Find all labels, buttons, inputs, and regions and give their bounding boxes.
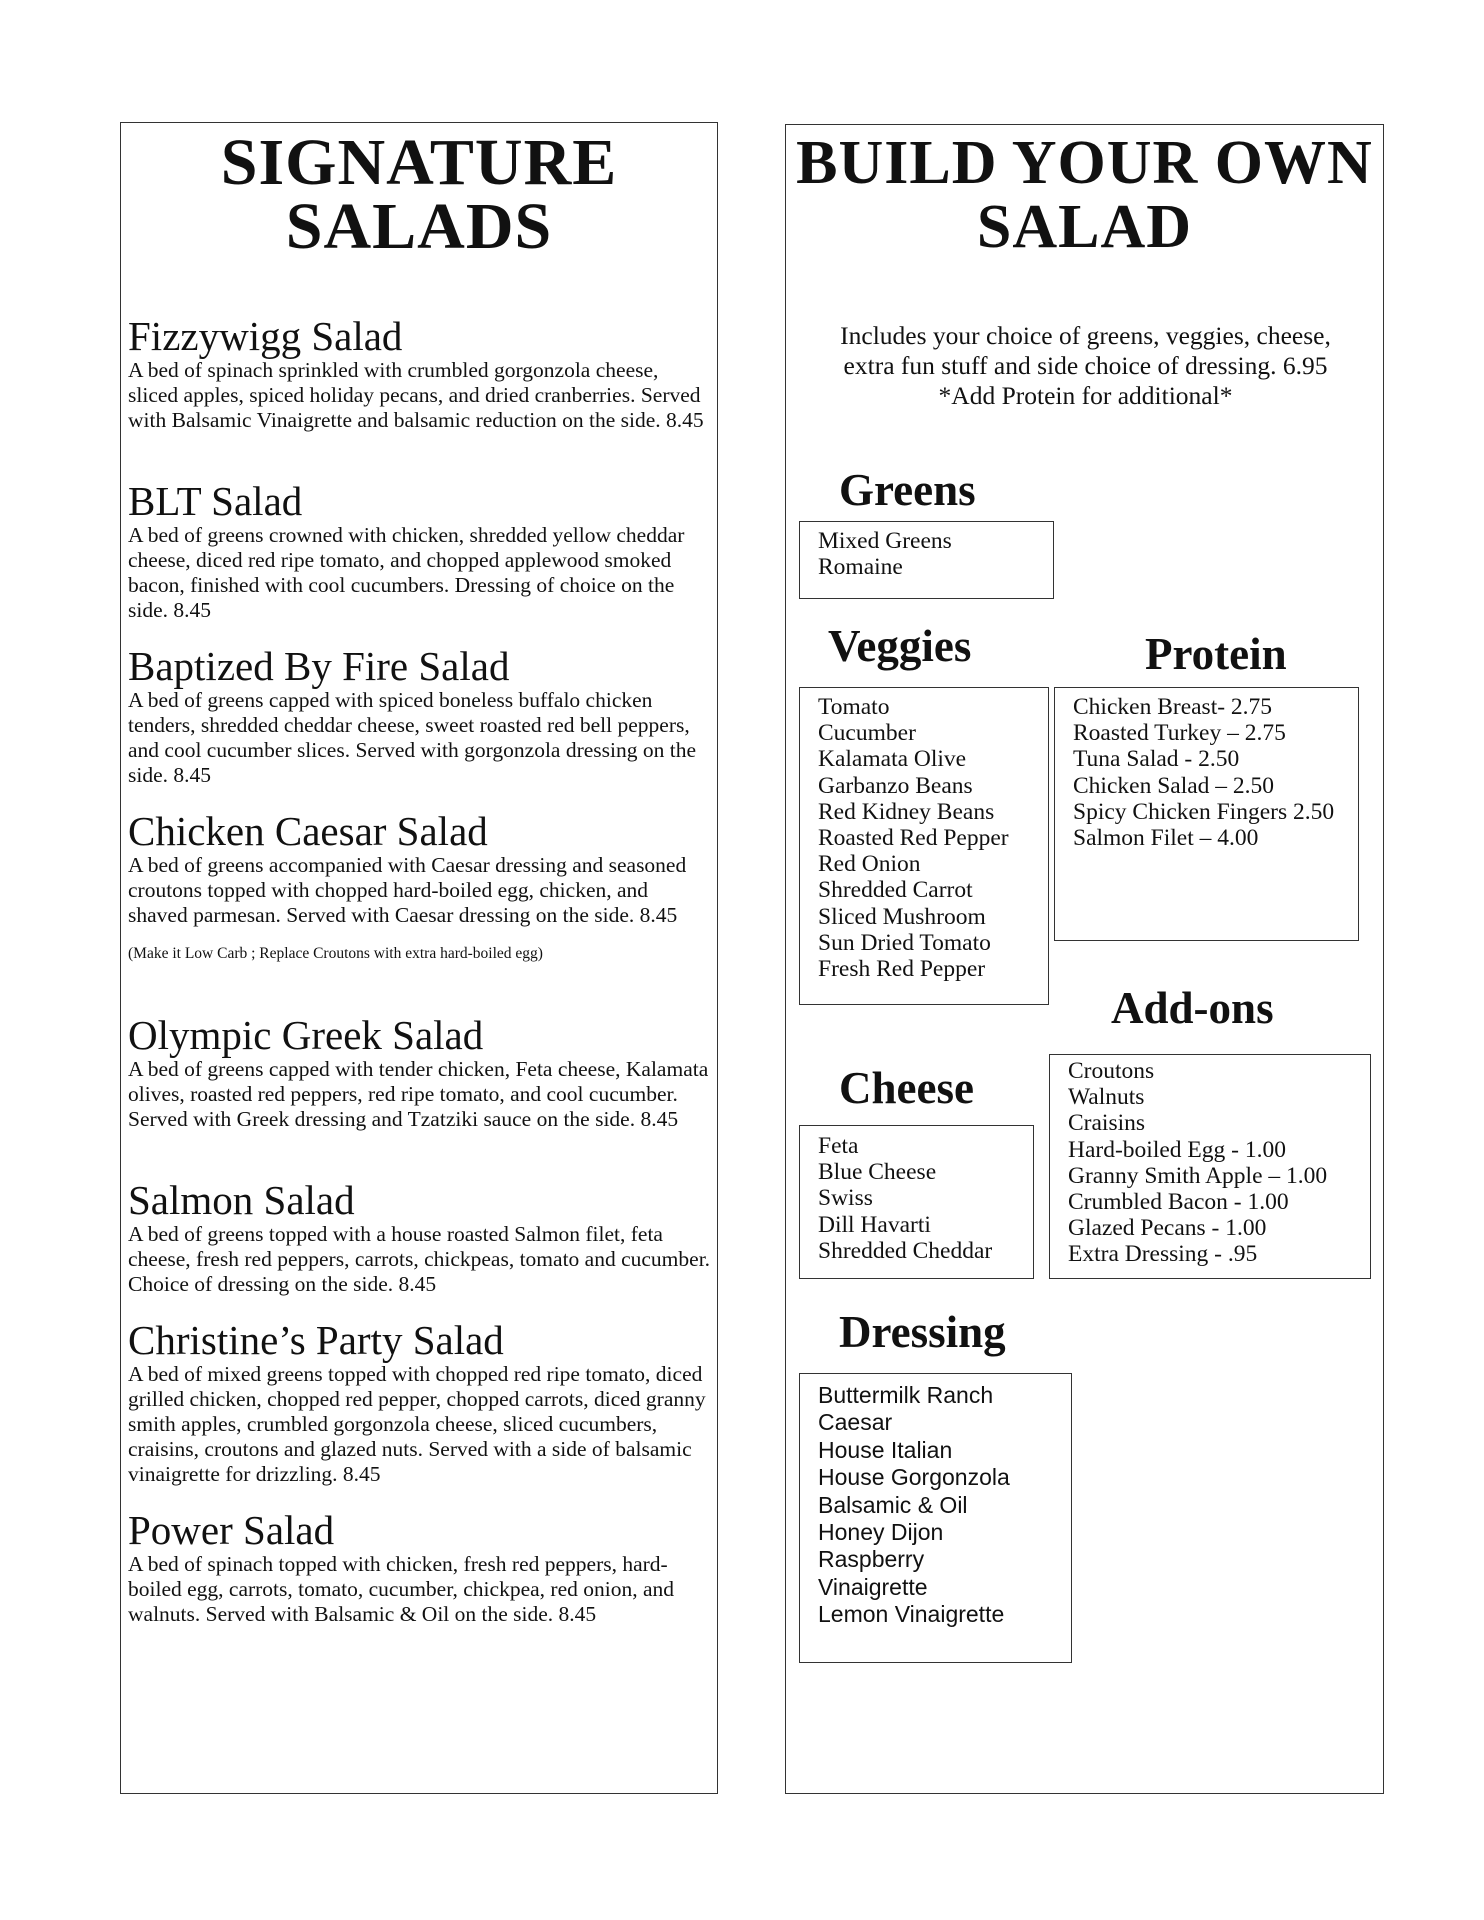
title-line-2: SALAD bbox=[976, 193, 1193, 261]
list-item: Spicy Chicken Fingers 2.50 bbox=[1073, 798, 1335, 825]
salad-name: Christine’s Party Salad bbox=[128, 1317, 504, 1363]
list-item: Red Onion bbox=[818, 851, 921, 878]
salad-name: Olympic Greek Salad bbox=[128, 1012, 484, 1058]
list-item: Blue Cheese bbox=[818, 1159, 937, 1186]
salad-chicken-caesar bbox=[128, 809, 713, 964]
salad-description: A bed of greens crowned with chicken, shredded yellow cheddar cheese, diced red ripe tomato, and chopped applewood smoked bacon, finished with cool cucumbers. Dressing of choice on the side. 8.45 bbox=[128, 523, 685, 622]
salad-blt bbox=[128, 479, 713, 623]
list-item: Mixed Greens bbox=[818, 528, 952, 554]
salad-description: A bed of spinach topped with chicken, fresh red peppers, hard-boiled egg, carrots, tomato, cucumber, chickpea, red onion, and walnuts. Served with Balsamic & Oil on the side. 8.45 bbox=[128, 1552, 675, 1626]
addons-box bbox=[1049, 1054, 1371, 1279]
list-item: Sun Dried Tomato bbox=[818, 929, 991, 956]
list-item: Feta bbox=[818, 1133, 859, 1159]
intro-line-3: *Add Protein for additional* bbox=[938, 381, 1233, 410]
salad-power bbox=[128, 1508, 713, 1627]
list-item: Balsamic & Oil bbox=[818, 1491, 968, 1518]
salad-name: BLT Salad bbox=[128, 478, 303, 524]
list-item: Swiss bbox=[818, 1185, 873, 1212]
addons-heading: Add-ons bbox=[1111, 983, 1274, 1033]
list-item: Vinaigrette bbox=[818, 1573, 928, 1600]
list-item: Roasted Turkey – 2.75 bbox=[1073, 720, 1286, 747]
list-item: Hard-boiled Egg - 1.00 bbox=[1068, 1136, 1286, 1163]
intro-line-2: extra fun stuff and side choice of dressing. 6.95 bbox=[843, 351, 1328, 380]
veggies-heading: Veggies bbox=[828, 621, 972, 671]
list-item: Shredded Carrot bbox=[818, 877, 973, 904]
build-your-own-panel bbox=[785, 124, 1384, 1794]
list-item: Lemon Vinaigrette bbox=[818, 1601, 1005, 1628]
veggies-box bbox=[799, 687, 1049, 1005]
build-your-own-title bbox=[786, 131, 1383, 259]
salad-name: Baptized By Fire Salad bbox=[128, 643, 510, 689]
list-item: House Gorgonzola bbox=[818, 1464, 1010, 1491]
list-item: Buttermilk Ranch bbox=[818, 1382, 994, 1408]
list-item: Fresh Red Pepper bbox=[818, 956, 986, 983]
list-item: House Italian bbox=[818, 1436, 953, 1463]
build-intro-text bbox=[796, 321, 1375, 411]
signature-salads-title bbox=[121, 126, 717, 263]
salad-description: A bed of greens accompanied with Caesar dressing and seasoned croutons topped with chopped hard-boiled egg, chicken, and shaved parmesan. Served with Caesar dressing on the side. 8.45 bbox=[128, 853, 687, 927]
title-line-1: SIGNATURE bbox=[220, 126, 618, 199]
salad-name: Fizzywigg Salad bbox=[128, 313, 403, 359]
list-item: Salmon Filet – 4.00 bbox=[1073, 825, 1259, 852]
salad-name: Chicken Caesar Salad bbox=[128, 808, 488, 854]
salad-fizzywigg bbox=[128, 314, 713, 433]
salad-description: A bed of greens topped with a house roasted Salmon filet, feta cheese, fresh red peppers, carrots, chickpeas, tomato and cucumber. Choice of dressing on the side. 8.45 bbox=[128, 1222, 711, 1296]
list-item: Croutons bbox=[1068, 1058, 1155, 1084]
list-item: Caesar bbox=[818, 1409, 893, 1436]
list-item: Chicken Salad – 2.50 bbox=[1073, 772, 1275, 799]
list-item: Craisins bbox=[1068, 1110, 1146, 1137]
title-line-2: SALADS bbox=[285, 190, 553, 263]
list-item: Romaine bbox=[818, 554, 903, 581]
list-item: Tomato bbox=[818, 694, 890, 720]
salad-olympic-greek bbox=[128, 1013, 713, 1132]
list-item: Cucumber bbox=[818, 720, 916, 747]
salad-description: A bed of greens capped with spiced boneless buffalo chicken tenders, shredded cheddar cheese, sweet roasted red bell peppers, and cool cucumber slices. Served with gorgonzola dressing on the side. 8.45 bbox=[128, 688, 697, 787]
dressing-heading: Dressing bbox=[839, 1307, 1006, 1357]
list-item: Sliced Mushroom bbox=[818, 903, 986, 930]
list-item: Glazed Pecans - 1.00 bbox=[1068, 1215, 1267, 1242]
greens-heading: Greens bbox=[839, 465, 976, 515]
salad-description: A bed of mixed greens topped with chopped red ripe tomato, diced grilled chicken, chopped red pepper, chopped carrots, diced granny smith apples, crumbled gorgonzola cheese, sliced cucumbers, craisins, croutons and glazed nuts. Served with a side of balsamic vinaigrette for drizzling. 8.45 bbox=[128, 1362, 706, 1486]
salad-baptized-by-fire bbox=[128, 644, 713, 788]
protein-box bbox=[1054, 687, 1359, 941]
title-line-1: BUILD YOUR OWN bbox=[796, 129, 1373, 197]
low-carb-note: (Make it Low Carb ; Replace Croutons with extra hard-boiled egg) bbox=[128, 945, 543, 962]
list-item: Shredded Cheddar bbox=[818, 1237, 993, 1264]
intro-line-1: Includes your choice of greens, veggies, cheese, bbox=[840, 321, 1331, 350]
salad-christines-party bbox=[128, 1318, 713, 1487]
list-item: Red Kidney Beans bbox=[818, 798, 995, 825]
list-item: Kalamata Olive bbox=[818, 746, 967, 773]
list-item: Raspberry bbox=[818, 1546, 925, 1573]
list-item: Chicken Breast- 2.75 bbox=[1073, 694, 1273, 720]
dressing-box bbox=[799, 1373, 1072, 1663]
list-item: Walnuts bbox=[1068, 1084, 1145, 1111]
salad-description: A bed of greens capped with tender chicken, Feta cheese, Kalamata olives, roasted red peppers, red ripe tomato, and cool cucumber. Served with Greek dressing and Tzatziki sauce on the side. 8.45 bbox=[128, 1057, 709, 1131]
list-item: Granny Smith Apple – 1.00 bbox=[1068, 1162, 1328, 1189]
list-item: Garbanzo Beans bbox=[818, 772, 973, 799]
salad-name: Salmon Salad bbox=[128, 1177, 355, 1223]
list-item: Roasted Red Pepper bbox=[818, 825, 1009, 852]
salad-description: A bed of spinach sprinkled with crumbled gorgonzola cheese, sliced apples, spiced holiday pecans, and dried cranberries. Served with Balsamic Vinaigrette and balsamic reduction on the side. 8.45 bbox=[128, 358, 704, 432]
list-item: Crumbled Bacon - 1.00 bbox=[1068, 1189, 1289, 1216]
signature-salads-panel bbox=[120, 122, 718, 1794]
cheese-heading: Cheese bbox=[839, 1063, 974, 1113]
protein-heading: Protein bbox=[1145, 629, 1287, 679]
salad-salmon bbox=[128, 1178, 713, 1297]
list-item: Tuna Salad - 2.50 bbox=[1073, 746, 1240, 773]
list-item: Honey Dijon bbox=[818, 1519, 944, 1546]
list-item: Extra Dressing - .95 bbox=[1068, 1241, 1258, 1268]
greens-box bbox=[799, 521, 1054, 599]
salad-name: Power Salad bbox=[128, 1507, 335, 1553]
list-item: Dill Havarti bbox=[818, 1211, 931, 1238]
cheese-box bbox=[799, 1125, 1034, 1279]
